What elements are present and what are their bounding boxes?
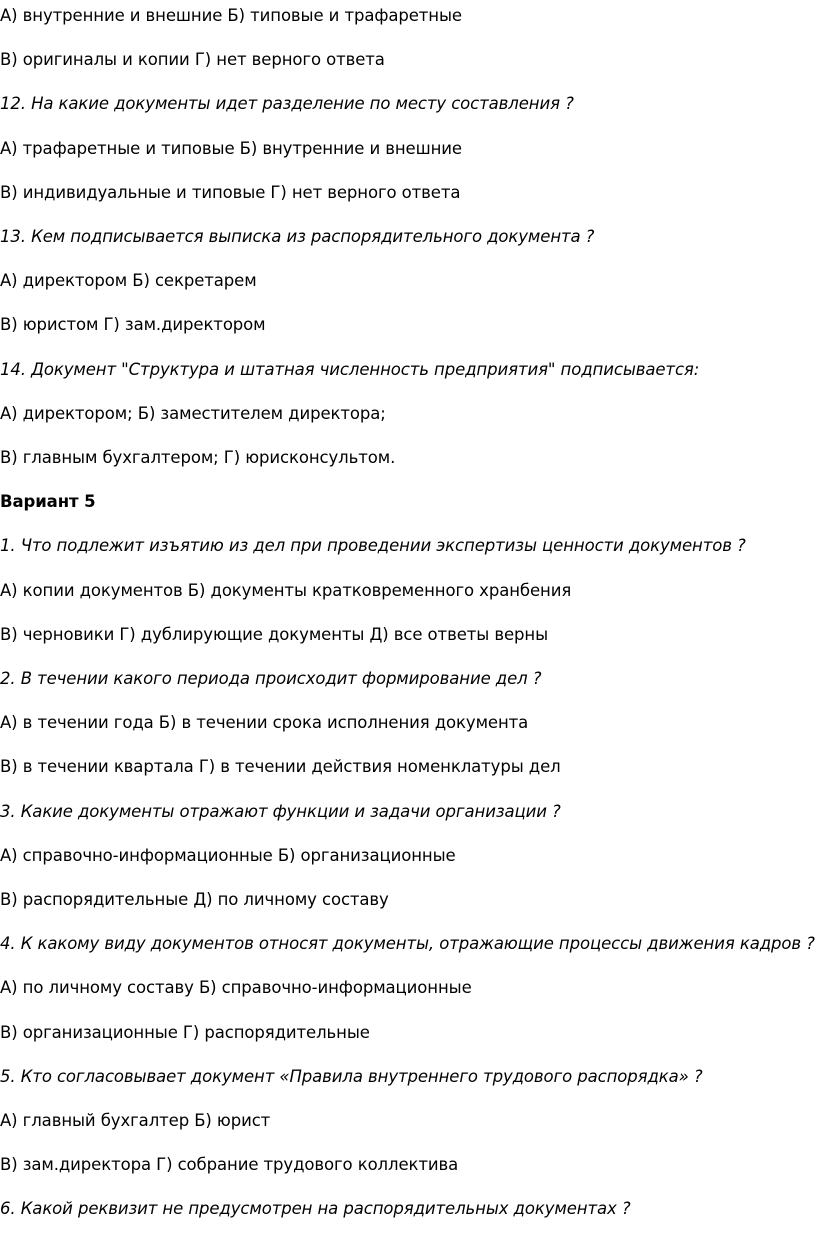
answer-line: А) внутренние и внешние Б) типовые и трафаретные <box>0 6 462 25</box>
answer-line: А) трафаретные и типовые Б) внутренние и внешние <box>0 138 462 158</box>
question-line: 12. На какие документы идет разделение по месту составления ? <box>0 94 574 114</box>
answer-line: В) распорядительные Д) по личному составу <box>0 890 389 909</box>
answer-line: В) зам.директора Г) собрание трудового коллектива <box>0 1155 459 1175</box>
question-line: 5. Кто согласовывает документ «Правила внутреннего трудового распорядка» ? <box>0 1066 703 1086</box>
answer-line: А) копии документов Б) документы кратковременного хранбения <box>0 580 572 600</box>
answer-line: А) главный бухгалтер Б) юрист <box>0 1111 271 1130</box>
section-heading: Вариант 5 <box>0 492 96 512</box>
answer-line: В) юристом Г) зам.директором <box>0 315 266 335</box>
question-line: 14. Документ "Структура и штатная численность предприятия" подписывается: <box>0 359 700 379</box>
answer-line: А) в течении года Б) в течении срока исполнения документа <box>0 713 529 733</box>
answer-line: В) главным бухгалтером; Г) юрисконсультом. <box>0 448 396 467</box>
question-line: 3. Какие документы отражают функции и задачи организации ? <box>0 801 561 821</box>
answer-line: А) справочно-информационные Б) организационные <box>0 845 456 865</box>
question-line: 4. К какому виду документов относят документы, отражающие процессы движения кадров ? <box>0 934 815 954</box>
answer-line: А) по личному составу Б) справочно-информационные <box>0 978 472 998</box>
answer-line: В) оригиналы и копии Г) нет верного ответа <box>0 50 385 70</box>
answer-line: А) директором Б) секретарем <box>0 271 257 291</box>
answer-line: В) в течении квартала Г) в течении действия номенклатуры дел <box>0 757 561 777</box>
answer-line: В) черновики Г) дублирующие документы Д) все ответы верны <box>0 624 548 644</box>
question-line: 6. Какой реквизит не предусмотрен на распорядительных документах ? <box>0 1199 631 1219</box>
answer-line: А) директором; Б) заместителем директора; <box>0 403 386 423</box>
answer-line: В) индивидуальные и типовые Г) нет верного ответа <box>0 182 461 202</box>
question-line: 13. Кем подписывается выписка из распорядительного документа ? <box>0 227 595 246</box>
answer-line: В) организационные Г) распорядительные <box>0 1022 370 1042</box>
question-line: 2. В течении какого периода происходит формирование дел ? <box>0 669 542 688</box>
question-line: 1. Что подлежит изъятию из дел при проведении экспертизы ценности документов ? <box>0 536 746 556</box>
